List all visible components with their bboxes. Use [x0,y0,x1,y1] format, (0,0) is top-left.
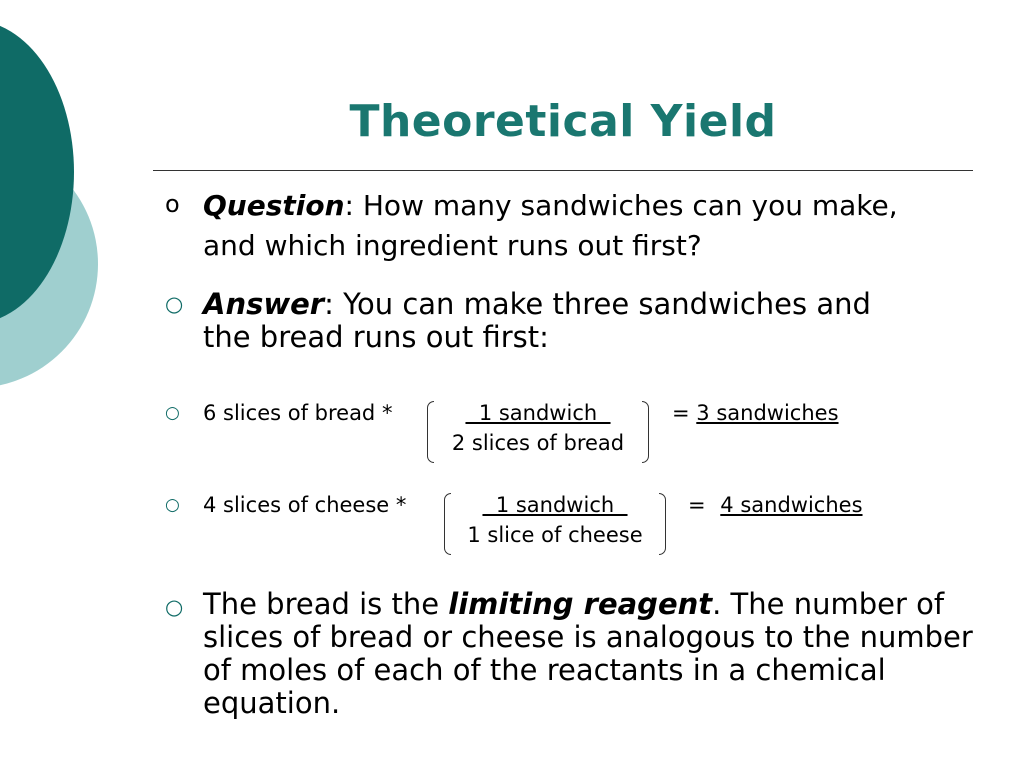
cheese-fraction [444,493,666,555]
conclusion-bullet: ○ [165,595,184,619]
cheese-calc-lead: 4 slices of cheese * [203,493,407,517]
cheese-fraction-left-bracket [444,493,451,555]
cheese-fraction-denominator: 1 slice of cheese [467,523,643,547]
bread-result-row [672,401,872,426]
conclusion-prefix: The bread is the [203,587,449,621]
question-item [203,186,993,266]
question-text-line2: and which ingredient runs out first? [203,229,702,262]
bread-fraction-numerator: 1 sandwich [465,401,611,425]
bread-calc-bullet: ○ [165,403,180,423]
bread-fraction-denominator: 2 slices of bread [451,431,625,455]
bread-equals: = [672,401,690,425]
answer-label: Answer [203,287,325,321]
question-bullet: o [165,190,180,218]
conclusion-emphasis: limiting reagent [448,587,713,621]
bread-fraction [427,401,649,463]
cheese-equals: = [688,493,706,517]
cheese-result-row [688,493,888,518]
cheese-calc-bullet: ○ [165,495,180,515]
bread-calc-lead: 6 slices of bread * [203,401,393,425]
conclusion-item [203,588,973,720]
slide-title: Theoretical Yield [349,96,777,147]
bread-fraction-right-bracket [642,401,649,463]
bread-result: 3 sandwiches [696,401,839,425]
question-text: : How many sandwiches can you make, [344,189,898,222]
answer-text: : You can make three sandwiches and the bread runs out first: [203,287,871,354]
cheese-fraction-numerator: 1 sandwich [482,493,628,517]
conclusion-suffix: . The number of slices of bread or cheese is analogous to the number of moles of each of the reactants in a chemical equation. [203,587,973,720]
bread-fraction-left-bracket [427,401,434,463]
title-divider [153,170,973,171]
answer-bullet: ○ [165,292,184,316]
answer-item [203,288,923,354]
question-label: Question [203,189,345,222]
cheese-fraction-right-bracket [659,493,666,555]
cheese-result: 4 sandwiches [720,493,863,517]
